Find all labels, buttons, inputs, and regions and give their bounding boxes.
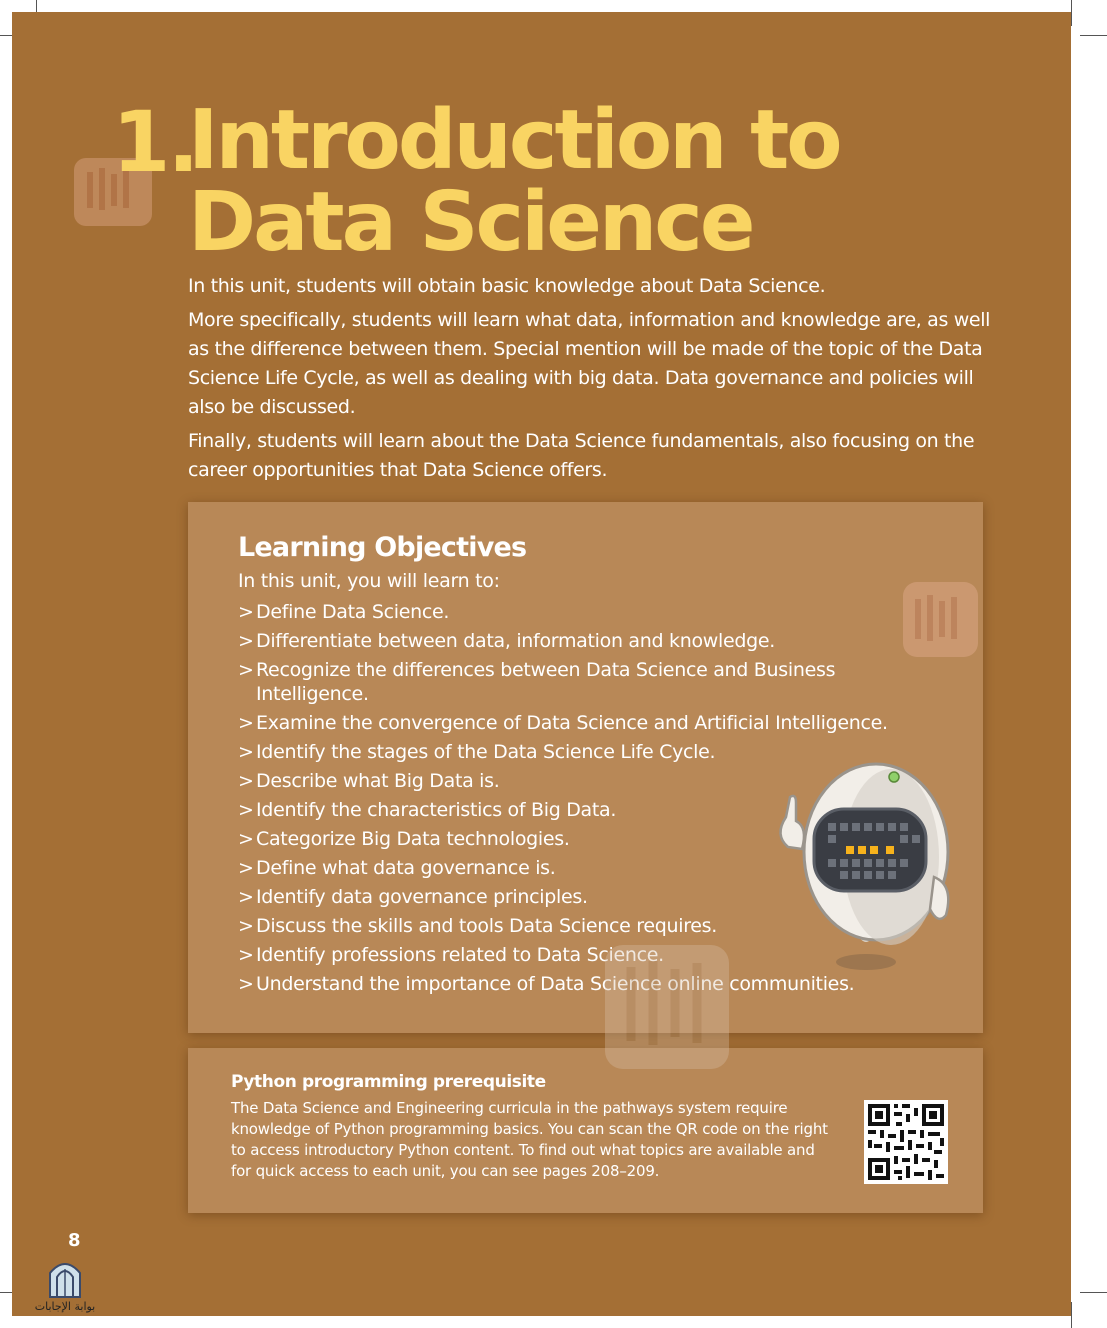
watermark-logo-icon: [898, 577, 983, 662]
prerequisite-title: Python programming prerequisite: [231, 1072, 546, 1092]
page-number: 8: [68, 1230, 81, 1251]
publisher-logo-icon: [30, 1255, 100, 1300]
objective-item: > Define Data Science.: [238, 600, 958, 624]
learning-objectives-panel: [188, 502, 983, 1033]
objective-item: > Describe what Big Data is.: [238, 769, 958, 793]
objective-item: > Discuss the skills and tools Data Science requires.: [238, 914, 958, 938]
objectives-subtitle: In this unit, you will learn to:: [238, 570, 500, 592]
qr-code-icon[interactable]: [864, 1100, 948, 1184]
prerequisite-text: The Data Science and Engineering curricula in the pathways system require knowledge of Python programming basics. You can scan the QR code on the right to access introductory Python content. To find out what topics are available and for quick access to each unit, you can see pages 208–209.: [231, 1099, 828, 1180]
title-line-2: Data Science: [188, 175, 753, 270]
objective-item: > Examine the convergence of Data Science and Artificial Intelligence.: [238, 711, 958, 735]
crop-mark: [1080, 35, 1107, 36]
objective-item: > Define what data governance is.: [238, 856, 958, 880]
objective-item: > Identify the stages of the Data Science Life Cycle.: [238, 740, 958, 764]
objective-item: > Identify the characteristics of Big Data.: [238, 798, 958, 822]
objective-item: > Categorize Big Data technologies.: [238, 827, 958, 851]
objective-item: > Understand the importance of Data Science online communities.: [238, 972, 958, 996]
page-title: [188, 93, 1008, 270]
crop-mark: [1080, 1292, 1107, 1293]
intro-paragraph: More specifically, students will learn what data, information and knowledge are, as well as the difference between them. Special mention will be made of the topic of the Data Science Life Cycle, as well as dealing with big data. Data governance and policies will also be discussed.: [188, 309, 991, 418]
title-line-1: Introduction to: [188, 93, 840, 188]
intro-paragraph: In this unit, students will obtain basic knowledge about Data Science.: [188, 275, 826, 297]
publisher-logo-text: بوابة الإجابات: [34, 1300, 96, 1313]
book-page: [12, 12, 1071, 1316]
objectives-title: Learning Objectives: [238, 532, 527, 563]
objective-item: > Recognize the differences between Data Science and Business Intelligence.: [238, 658, 896, 706]
objective-item: > Differentiate between data, information and knowledge.: [238, 629, 958, 653]
python-prerequisite-panel: [188, 1048, 983, 1213]
intro-text: [188, 272, 1010, 490]
intro-paragraph: Finally, students will learn about the Data Science fundamentals, also focusing on the career opportunities that Data Science offers.: [188, 430, 975, 481]
robot-mascot-icon: [766, 757, 966, 977]
objective-item: > Identify data governance principles.: [238, 885, 958, 909]
watermark-logo-icon: [597, 937, 737, 1077]
objective-item: > Identify professions related to Data Science.: [238, 943, 958, 967]
crop-mark: [1071, 1302, 1072, 1328]
crop-mark: [1071, 0, 1072, 26]
chapter-number: 1.: [112, 93, 197, 191]
